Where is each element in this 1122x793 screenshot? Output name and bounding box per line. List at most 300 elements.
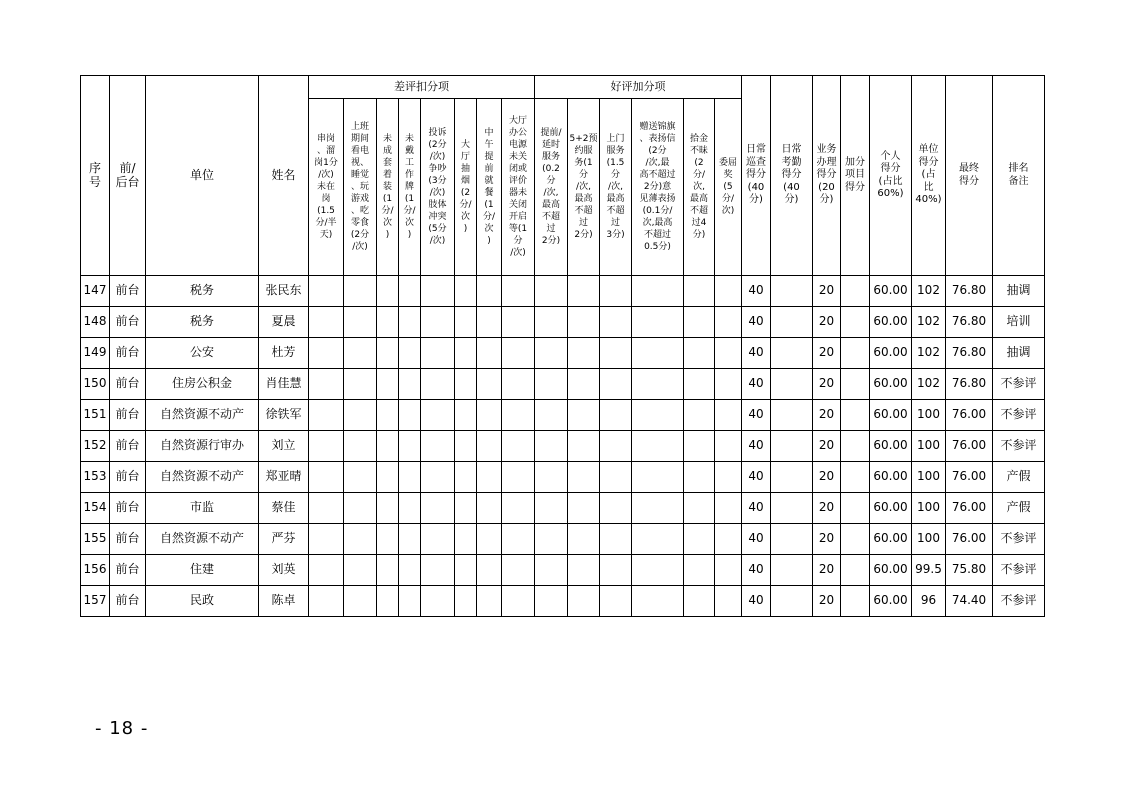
- cell-remark: 不参评: [993, 524, 1045, 555]
- cell-empty: [421, 307, 455, 338]
- cell-empty: [309, 400, 344, 431]
- cell-empty: [455, 431, 477, 462]
- cell-empty: [344, 369, 377, 400]
- cell-empty: [535, 307, 568, 338]
- cell-seq: 151: [81, 400, 110, 431]
- cell-position: 前台: [110, 524, 146, 555]
- cell-empty: [535, 493, 568, 524]
- cell-empty: [535, 276, 568, 307]
- cell-remark: 不参评: [993, 555, 1045, 586]
- header-neg-item: 上班 期间 看电 视、 睡觉 、玩 游戏 、吃 零食 (2分 /次): [344, 99, 377, 276]
- cell-empty: [377, 524, 399, 555]
- cell-empty: [600, 555, 632, 586]
- cell-empty: [502, 369, 535, 400]
- cell-empty: [600, 431, 632, 462]
- cell-unit-score: 102: [912, 369, 946, 400]
- cell-empty: [600, 307, 632, 338]
- cell-empty: [477, 586, 502, 617]
- cell-empty: [421, 555, 455, 586]
- cell-name: 郑亚晴: [259, 462, 309, 493]
- cell-seq: 148: [81, 307, 110, 338]
- cell-daily-patrol: 40: [742, 586, 771, 617]
- table-row: [81, 276, 1045, 307]
- cell-name: 蔡佳: [259, 493, 309, 524]
- cell-empty: [535, 369, 568, 400]
- cell-empty: [344, 307, 377, 338]
- cell-personal: 60.00: [870, 369, 912, 400]
- cell-unit-score: 96: [912, 586, 946, 617]
- page-number: - 18 -: [95, 718, 149, 739]
- cell-empty: [684, 555, 715, 586]
- cell-empty: [715, 369, 742, 400]
- cell-empty: [344, 276, 377, 307]
- cell-business: 20: [813, 307, 841, 338]
- cell-final: 76.00: [946, 400, 993, 431]
- cell-business: 20: [813, 369, 841, 400]
- cell-bonus: [841, 369, 870, 400]
- cell-business: 20: [813, 462, 841, 493]
- cell-remark: 抽调: [993, 276, 1045, 307]
- cell-daily-attendance: [771, 338, 813, 369]
- table-row: [81, 524, 1045, 555]
- cell-unit: 住房公积金: [146, 369, 259, 400]
- cell-daily-patrol: 40: [742, 276, 771, 307]
- header-personal: 个人 得分 (占比 60%): [870, 76, 912, 276]
- table-row: [81, 555, 1045, 586]
- cell-empty: [309, 276, 344, 307]
- cell-empty: [535, 555, 568, 586]
- cell-empty: [502, 462, 535, 493]
- cell-remark: 不参评: [993, 369, 1045, 400]
- cell-position: 前台: [110, 307, 146, 338]
- cell-unit: 民政: [146, 586, 259, 617]
- cell-daily-patrol: 40: [742, 338, 771, 369]
- header-neg-item: 串岗 、溜 岗1分 /次) 未在 岗 (1.5 分/半 天): [309, 99, 344, 276]
- cell-empty: [421, 369, 455, 400]
- cell-daily-attendance: [771, 493, 813, 524]
- cell-name: 陈卓: [259, 586, 309, 617]
- cell-seq: 156: [81, 555, 110, 586]
- header-daily-attendance: 日常 考勤 得分 (40 分): [771, 76, 813, 276]
- cell-business: 20: [813, 338, 841, 369]
- cell-empty: [377, 555, 399, 586]
- cell-business: 20: [813, 431, 841, 462]
- cell-empty: [309, 307, 344, 338]
- cell-empty: [344, 338, 377, 369]
- cell-empty: [455, 462, 477, 493]
- cell-position: 前台: [110, 462, 146, 493]
- header-neg-item: 大厅 办公 电源 未关 闭或 评价 器未 关闭 开启 等(1 分 /次): [502, 99, 535, 276]
- cell-final: 76.80: [946, 307, 993, 338]
- cell-bonus: [841, 586, 870, 617]
- cell-name: 夏晨: [259, 307, 309, 338]
- cell-empty: [309, 338, 344, 369]
- cell-daily-patrol: 40: [742, 369, 771, 400]
- cell-empty: [632, 555, 684, 586]
- cell-remark: 培训: [993, 307, 1045, 338]
- table-row: [81, 431, 1045, 462]
- cell-empty: [421, 431, 455, 462]
- cell-name: 刘英: [259, 555, 309, 586]
- cell-empty: [309, 524, 344, 555]
- cell-empty: [344, 462, 377, 493]
- cell-empty: [455, 307, 477, 338]
- cell-empty: [568, 400, 600, 431]
- cell-empty: [477, 431, 502, 462]
- header-business: 业务 办理 得分 (20 分): [813, 76, 841, 276]
- cell-empty: [477, 400, 502, 431]
- cell-position: 前台: [110, 586, 146, 617]
- cell-empty: [715, 493, 742, 524]
- cell-empty: [568, 524, 600, 555]
- cell-empty: [377, 462, 399, 493]
- cell-empty: [399, 431, 421, 462]
- cell-empty: [309, 369, 344, 400]
- cell-empty: [684, 307, 715, 338]
- cell-empty: [502, 586, 535, 617]
- cell-empty: [535, 586, 568, 617]
- cell-empty: [377, 338, 399, 369]
- cell-seq: 153: [81, 462, 110, 493]
- cell-empty: [502, 555, 535, 586]
- cell-daily-attendance: [771, 369, 813, 400]
- cell-empty: [502, 524, 535, 555]
- cell-empty: [477, 524, 502, 555]
- cell-empty: [377, 493, 399, 524]
- cell-empty: [535, 400, 568, 431]
- cell-empty: [421, 276, 455, 307]
- cell-empty: [632, 400, 684, 431]
- cell-unit: 税务: [146, 276, 259, 307]
- cell-daily-attendance: [771, 462, 813, 493]
- cell-empty: [309, 462, 344, 493]
- cell-empty: [399, 493, 421, 524]
- header-neg-item: 未 戴 工 作 牌 (1 分/次 ): [399, 99, 421, 276]
- cell-empty: [715, 400, 742, 431]
- cell-position: 前台: [110, 400, 146, 431]
- cell-empty: [632, 493, 684, 524]
- cell-position: 前台: [110, 276, 146, 307]
- cell-unit-score: 100: [912, 431, 946, 462]
- cell-empty: [632, 524, 684, 555]
- cell-personal: 60.00: [870, 276, 912, 307]
- cell-remark: 产假: [993, 462, 1045, 493]
- cell-empty: [715, 431, 742, 462]
- cell-empty: [632, 276, 684, 307]
- cell-empty: [399, 338, 421, 369]
- header-pos-item: 上门 服务 (1.5 分 /次, 最高 不超 过 3分): [600, 99, 632, 276]
- cell-empty: [600, 586, 632, 617]
- header-neg-item: 未 成 套 着 装 (1 分/ 次 ): [377, 99, 399, 276]
- cell-empty: [421, 586, 455, 617]
- header-negative-group: 差评扣分项: [309, 76, 535, 99]
- cell-daily-patrol: 40: [742, 524, 771, 555]
- table-body: [81, 276, 1045, 617]
- cell-empty: [502, 431, 535, 462]
- table-row: [81, 493, 1045, 524]
- cell-daily-attendance: [771, 307, 813, 338]
- cell-name: 肖佳慧: [259, 369, 309, 400]
- cell-unit: 自然资源不动产: [146, 524, 259, 555]
- cell-seq: 157: [81, 586, 110, 617]
- header-final: 最终 得分: [946, 76, 993, 276]
- table-row: [81, 462, 1045, 493]
- cell-empty: [600, 493, 632, 524]
- cell-empty: [684, 586, 715, 617]
- cell-bonus: [841, 276, 870, 307]
- cell-unit-score: 100: [912, 462, 946, 493]
- cell-empty: [399, 462, 421, 493]
- cell-empty: [715, 555, 742, 586]
- table-row: [81, 338, 1045, 369]
- cell-empty: [477, 338, 502, 369]
- header-neg-item: 中 午 提 前 就 餐 (1 分/ 次 ): [477, 99, 502, 276]
- cell-empty: [535, 431, 568, 462]
- header-pos-item: 委屈 奖 (5 分/ 次): [715, 99, 742, 276]
- header-bonus: 加分 项目 得分: [841, 76, 870, 276]
- cell-unit-score: 100: [912, 493, 946, 524]
- cell-bonus: [841, 462, 870, 493]
- cell-daily-patrol: 40: [742, 555, 771, 586]
- cell-empty: [421, 524, 455, 555]
- cell-personal: 60.00: [870, 431, 912, 462]
- cell-final: 76.80: [946, 369, 993, 400]
- cell-business: 20: [813, 400, 841, 431]
- header-pos-item: 提前/ 延时 服务 (0.2 分 /次, 最高 不超 过 2分): [535, 99, 568, 276]
- cell-empty: [535, 462, 568, 493]
- cell-empty: [455, 586, 477, 617]
- cell-empty: [377, 307, 399, 338]
- cell-empty: [502, 307, 535, 338]
- cell-business: 20: [813, 276, 841, 307]
- cell-daily-patrol: 40: [742, 431, 771, 462]
- cell-empty: [600, 400, 632, 431]
- cell-empty: [477, 276, 502, 307]
- cell-empty: [684, 462, 715, 493]
- cell-empty: [632, 307, 684, 338]
- cell-business: 20: [813, 493, 841, 524]
- cell-empty: [684, 338, 715, 369]
- cell-daily-patrol: 40: [742, 462, 771, 493]
- cell-final: 76.00: [946, 493, 993, 524]
- cell-empty: [344, 400, 377, 431]
- table-row: [81, 369, 1045, 400]
- cell-empty: [600, 462, 632, 493]
- cell-empty: [502, 276, 535, 307]
- cell-empty: [377, 586, 399, 617]
- cell-final: 76.00: [946, 431, 993, 462]
- cell-empty: [455, 555, 477, 586]
- cell-empty: [421, 400, 455, 431]
- cell-bonus: [841, 307, 870, 338]
- cell-remark: 产假: [993, 493, 1045, 524]
- cell-position: 前台: [110, 369, 146, 400]
- cell-empty: [568, 369, 600, 400]
- cell-empty: [377, 369, 399, 400]
- cell-empty: [568, 493, 600, 524]
- cell-seq: 155: [81, 524, 110, 555]
- cell-final: 76.00: [946, 524, 993, 555]
- cell-empty: [684, 400, 715, 431]
- cell-empty: [535, 338, 568, 369]
- cell-final: 74.40: [946, 586, 993, 617]
- cell-empty: [715, 462, 742, 493]
- cell-position: 前台: [110, 555, 146, 586]
- cell-empty: [309, 493, 344, 524]
- cell-seq: 150: [81, 369, 110, 400]
- header-pos-item: 拾金 不昧 (2 分/ 次, 最高 不超 过4 分): [684, 99, 715, 276]
- cell-empty: [377, 276, 399, 307]
- cell-empty: [455, 400, 477, 431]
- cell-personal: 60.00: [870, 462, 912, 493]
- cell-personal: 60.00: [870, 555, 912, 586]
- cell-empty: [715, 586, 742, 617]
- cell-daily-patrol: 40: [742, 400, 771, 431]
- cell-empty: [632, 431, 684, 462]
- cell-name: 杜芳: [259, 338, 309, 369]
- header-unit: 单位: [146, 76, 259, 276]
- cell-position: 前台: [110, 493, 146, 524]
- cell-empty: [568, 307, 600, 338]
- cell-unit-score: 99.5: [912, 555, 946, 586]
- cell-empty: [399, 524, 421, 555]
- cell-empty: [399, 307, 421, 338]
- cell-final: 76.00: [946, 462, 993, 493]
- cell-daily-patrol: 40: [742, 493, 771, 524]
- cell-empty: [502, 400, 535, 431]
- cell-personal: 60.00: [870, 307, 912, 338]
- cell-empty: [632, 462, 684, 493]
- cell-empty: [684, 493, 715, 524]
- cell-empty: [600, 276, 632, 307]
- cell-unit: 自然资源不动产: [146, 400, 259, 431]
- cell-position: 前台: [110, 431, 146, 462]
- cell-business: 20: [813, 524, 841, 555]
- header-remark: 排名 备注: [993, 76, 1045, 276]
- cell-unit-score: 100: [912, 400, 946, 431]
- cell-empty: [399, 369, 421, 400]
- cell-daily-attendance: [771, 555, 813, 586]
- cell-empty: [568, 586, 600, 617]
- header-pos-item: 5+2预 约服 务(1 分 /次, 最高 不超 过 2分): [568, 99, 600, 276]
- table-row: [81, 307, 1045, 338]
- cell-empty: [377, 400, 399, 431]
- header-name: 姓名: [259, 76, 309, 276]
- cell-position: 前台: [110, 338, 146, 369]
- cell-empty: [399, 400, 421, 431]
- cell-bonus: [841, 338, 870, 369]
- cell-empty: [684, 524, 715, 555]
- cell-name: 张民东: [259, 276, 309, 307]
- cell-empty: [455, 493, 477, 524]
- cell-empty: [477, 307, 502, 338]
- cell-business: 20: [813, 555, 841, 586]
- cell-bonus: [841, 493, 870, 524]
- cell-unit-score: 100: [912, 524, 946, 555]
- cell-empty: [421, 338, 455, 369]
- cell-unit: 住建: [146, 555, 259, 586]
- cell-empty: [632, 586, 684, 617]
- cell-empty: [344, 555, 377, 586]
- cell-empty: [535, 524, 568, 555]
- cell-empty: [715, 524, 742, 555]
- cell-bonus: [841, 400, 870, 431]
- cell-empty: [632, 338, 684, 369]
- cell-empty: [399, 586, 421, 617]
- cell-personal: 60.00: [870, 493, 912, 524]
- cell-empty: [568, 462, 600, 493]
- cell-empty: [568, 555, 600, 586]
- cell-empty: [502, 493, 535, 524]
- cell-empty: [377, 431, 399, 462]
- cell-empty: [309, 586, 344, 617]
- cell-empty: [344, 431, 377, 462]
- cell-empty: [684, 369, 715, 400]
- header-position: 前/ 后台: [110, 76, 146, 276]
- header-positive-group: 好评加分项: [535, 76, 742, 99]
- cell-empty: [477, 462, 502, 493]
- cell-empty: [399, 276, 421, 307]
- cell-remark: 不参评: [993, 586, 1045, 617]
- cell-daily-patrol: 40: [742, 307, 771, 338]
- cell-final: 75.80: [946, 555, 993, 586]
- cell-empty: [684, 276, 715, 307]
- cell-seq: 154: [81, 493, 110, 524]
- cell-bonus: [841, 431, 870, 462]
- cell-business: 20: [813, 586, 841, 617]
- cell-unit: 自然资源行审办: [146, 431, 259, 462]
- cell-empty: [309, 431, 344, 462]
- cell-personal: 60.00: [870, 524, 912, 555]
- header-neg-item: 投诉 (2分 /次) 争吵 (3分 /次) 肢体 冲突 (5分 /次): [421, 99, 455, 276]
- cell-empty: [455, 369, 477, 400]
- cell-final: 76.80: [946, 276, 993, 307]
- cell-personal: 60.00: [870, 586, 912, 617]
- header-unit-score: 单位 得分 (占 比 40%): [912, 76, 946, 276]
- cell-empty: [568, 338, 600, 369]
- cell-empty: [477, 369, 502, 400]
- cell-unit: 自然资源不动产: [146, 462, 259, 493]
- cell-empty: [600, 338, 632, 369]
- cell-empty: [568, 431, 600, 462]
- cell-unit: 税务: [146, 307, 259, 338]
- cell-unit: 市监: [146, 493, 259, 524]
- cell-empty: [715, 307, 742, 338]
- cell-daily-attendance: [771, 586, 813, 617]
- cell-daily-attendance: [771, 276, 813, 307]
- cell-personal: 60.00: [870, 338, 912, 369]
- cell-name: 严芬: [259, 524, 309, 555]
- table-row: [81, 400, 1045, 431]
- cell-unit-score: 102: [912, 307, 946, 338]
- cell-empty: [600, 524, 632, 555]
- header-daily-patrol: 日常 巡查 得分 (40 分): [742, 76, 771, 276]
- cell-empty: [455, 338, 477, 369]
- cell-name: 徐铁军: [259, 400, 309, 431]
- cell-empty: [632, 369, 684, 400]
- cell-empty: [344, 493, 377, 524]
- cell-empty: [477, 493, 502, 524]
- cell-unit: 公安: [146, 338, 259, 369]
- table-row: [81, 586, 1045, 617]
- cell-bonus: [841, 524, 870, 555]
- cell-bonus: [841, 555, 870, 586]
- cell-empty: [715, 338, 742, 369]
- cell-remark: 不参评: [993, 400, 1045, 431]
- cell-daily-attendance: [771, 431, 813, 462]
- cell-remark: 不参评: [993, 431, 1045, 462]
- cell-empty: [344, 586, 377, 617]
